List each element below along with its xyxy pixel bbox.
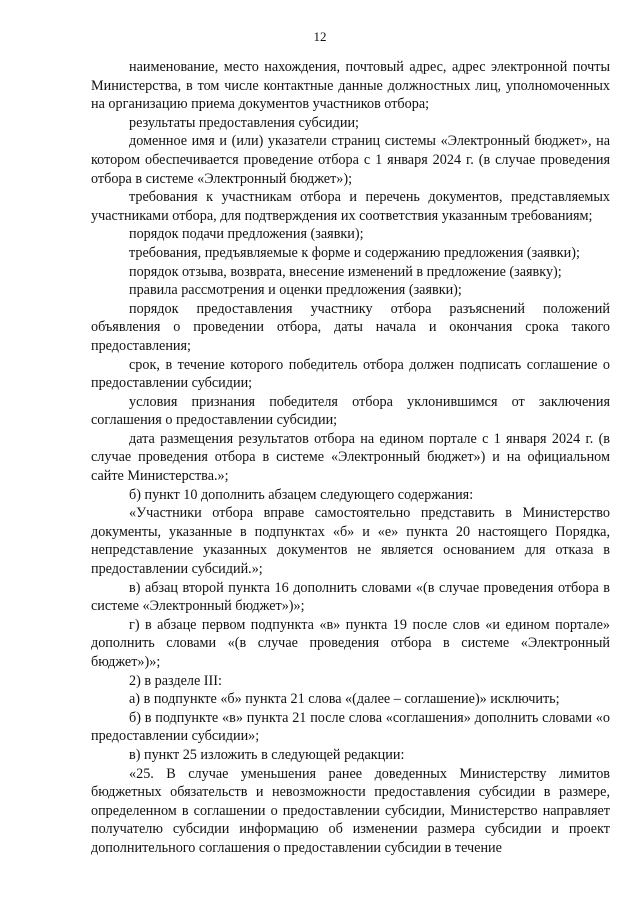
paragraph: в) абзац второй пункта 16 дополнить словами «(в случае проведения отбора в системе «Электронный бюджет»)»; [91,579,610,615]
paragraph: условия признания победителя отбора уклонившимся от заключения соглашения о предоставлении субсидии; [91,393,610,429]
paragraph: а) в подпункте «б» пункта 21 слова «(далее – соглашение)» исключить; [129,691,560,708]
paragraph: порядок предоставления участнику отбора разъяснений положений объявления о проведении отбора, даты начала и окончания срока такого предоставления; [91,300,610,354]
paragraph: правила рассмотрения и оценки предложения (заявки); [129,282,462,299]
paragraph: требования к участникам отбора и перечень документов, представляемых участниками отбора, для подтверждения их соответствия указанным требованиям; [91,189,610,224]
page-number: 12 [313,29,327,44]
paragraph: порядок подачи предложения (заявки); [129,226,364,243]
document-body [91,58,610,858]
paragraph: б) в подпункте «в» пункта 21 после слова «соглашения» дополнить словами «о предоставлении субсидии»; [91,709,610,745]
paragraph: требования, предъявляемые к форме и содержанию предложения (заявки); [129,244,580,261]
paragraph: в) пункт 25 изложить в следующей редакции: [129,746,405,763]
paragraph: наименование, место нахождения, почтовый адрес, адрес электронной почты Министерства, в том числе контактные данные должностных лиц, уполномоченных на организацию приема документов участников отбора; [91,59,610,113]
paragraph: результаты предоставления субсидии; [129,114,359,131]
paragraph: доменное имя и (или) указатели страниц системы «Электронный бюджет», на котором обеспечивается проведение отбора с 1 января 2024 г. (в случае проведения отбора в системе «Электронный бюджет»); [91,133,610,187]
paragraph: «Участники отбора вправе самостоятельно представить в Министерство документы, указанные в подпунктах «б» и «е» пункта 20 настоящего Порядка, непредставление указанных документов не является основанием для отказа в предоставлении субсидий.»; [91,505,610,578]
paragraph: б) пункт 10 дополнить абзацем следующего содержания: [129,486,474,503]
paragraph: 2) в разделе III: [129,672,222,689]
paragraph: «25. В случае уменьшения ранее доведенных Министерству лимитов бюджетных обязательств и невозможности предоставления субсидии в размере, определенном в соглашении о предоставлении субсидии, Министерство направляет получателю субсидии информацию об изменении размера субсидии и проект дополнительного соглашения о предоставлении субсидии в течение [91,765,610,856]
paragraph: г) в абзаце первом подпункта «в» пункта 19 после слов «и едином портале» дополнить словами «(в случае проведения отбора в системе «Электронный бюджет»)»; [91,616,610,670]
paragraph: порядок отзыва, возврата, внесение изменений в предложение (заявку); [129,263,562,280]
paragraph: дата размещения результатов отбора на едином портале с 1 января 2024 г. (в случае проведения отбора в системе «Электронный бюджет») и на официальном сайте Министерства.»; [91,430,610,485]
paragraph: срок, в течение которого победитель отбора должен подписать соглашение о предоставлении субсидии; [91,356,610,392]
